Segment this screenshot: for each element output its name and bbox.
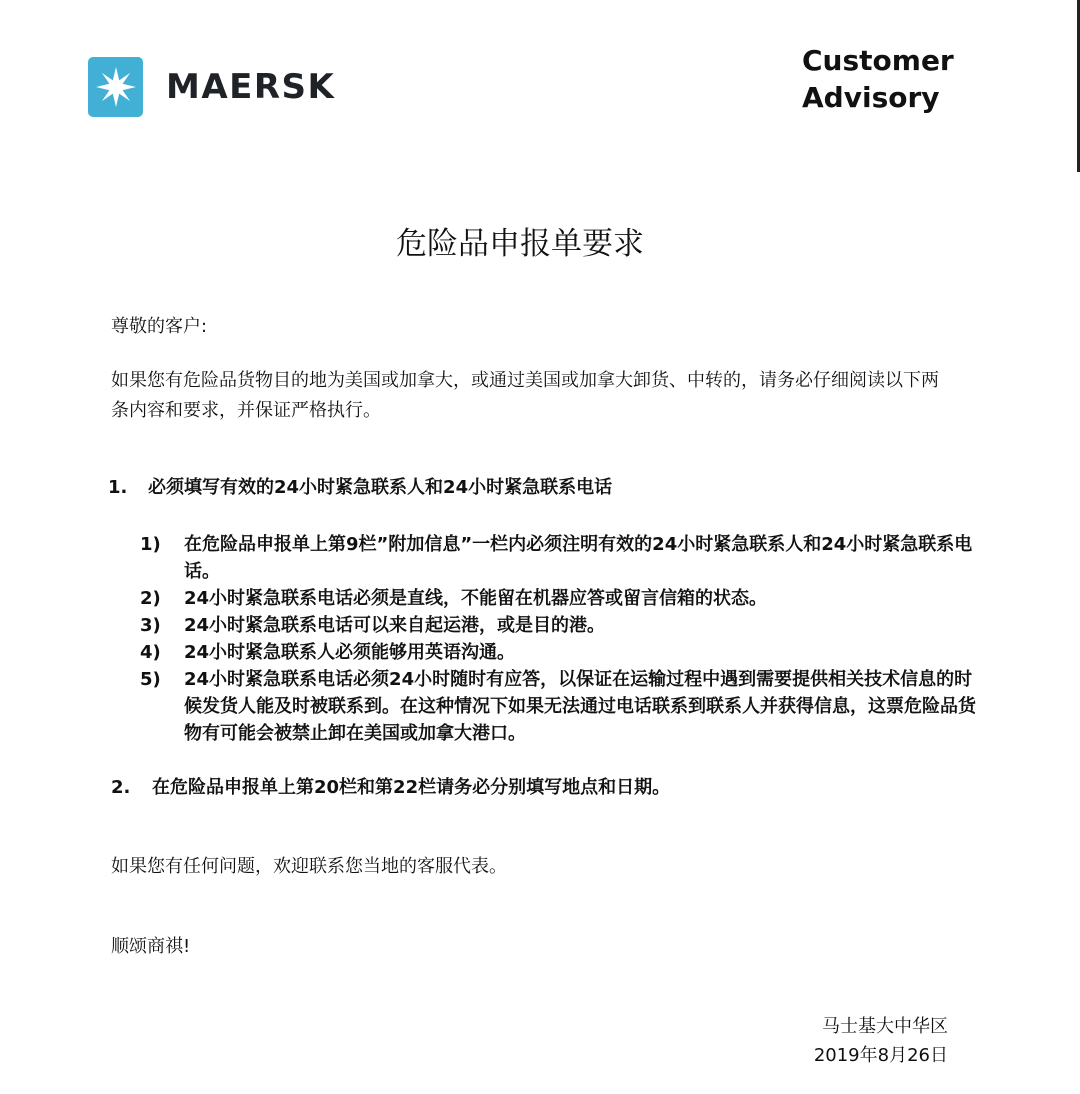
brand-name: MAERSK bbox=[166, 67, 336, 107]
list-item bbox=[140, 666, 980, 747]
item-text: 24小时紧急联系电话必须是直线，不能留在机器应答或留言信箱的状态。 bbox=[184, 588, 768, 609]
item-text: 24小时紧急联系人必须能够用英语沟通。 bbox=[184, 642, 516, 663]
section-number: 2. bbox=[111, 777, 131, 798]
intro-paragraph: 如果您有危险品货物目的地为美国或加拿大，或通过美国或加拿大卸货、中转的，请务必仔细阅读以下两条内容和要求，并保证严格执行。 bbox=[111, 370, 939, 421]
list-item bbox=[140, 531, 980, 585]
item-number: 3) bbox=[140, 615, 161, 636]
item-number: 1) bbox=[140, 534, 161, 555]
star-icon bbox=[88, 57, 143, 117]
item-number: 4) bbox=[140, 642, 161, 663]
greeting: 尊敬的客户: bbox=[111, 316, 208, 337]
list-item bbox=[140, 585, 980, 612]
section-1-items bbox=[140, 531, 980, 747]
item-number: 2) bbox=[140, 588, 161, 609]
signature-org: 马士基大中华区 bbox=[822, 1016, 948, 1037]
maersk-logo bbox=[88, 57, 335, 117]
list-item bbox=[140, 612, 980, 639]
section-number: 1. bbox=[108, 477, 128, 498]
advisory-line-2: Advisory bbox=[802, 81, 940, 114]
closing-paragraph: 如果您有任何问题，欢迎联系您当地的客服代表。 bbox=[111, 856, 507, 877]
section-text: 必须填写有效的24小时紧急联系人和24小时紧急联系电话 bbox=[148, 477, 613, 498]
item-number: 5) bbox=[140, 669, 161, 690]
customer-advisory-label bbox=[802, 42, 954, 116]
regards: 顺颂商祺! bbox=[111, 936, 191, 957]
advisory-line-1: Customer bbox=[802, 44, 954, 77]
signature-date: 2019年8月26日 bbox=[813, 1045, 948, 1066]
item-text: 在危险品申报单上第9栏”附加信息”一栏内必须注明有效的24小时紧急联系人和24小时紧急联系电话。 bbox=[184, 534, 973, 582]
list-item bbox=[140, 639, 980, 666]
item-text: 24小时紧急联系电话必须24小时随时有应答，以保证在运输过程中遇到需要提供相关技术信息的时候发货人能及时被联系到。在这种情况下如果无法通过电话联系到联系人并获得信息，这票危险品货物有可能会被禁止卸在美国或加拿大港口。 bbox=[184, 669, 976, 744]
item-text: 24小时紧急联系电话可以来自起运港，或是目的港。 bbox=[184, 615, 606, 636]
signature-block bbox=[814, 1012, 948, 1070]
section-text: 在危险品申报单上第20栏和第22栏请务必分别填写地点和日期。 bbox=[152, 777, 671, 798]
document-title: 危险品申报单要求 bbox=[396, 226, 644, 262]
